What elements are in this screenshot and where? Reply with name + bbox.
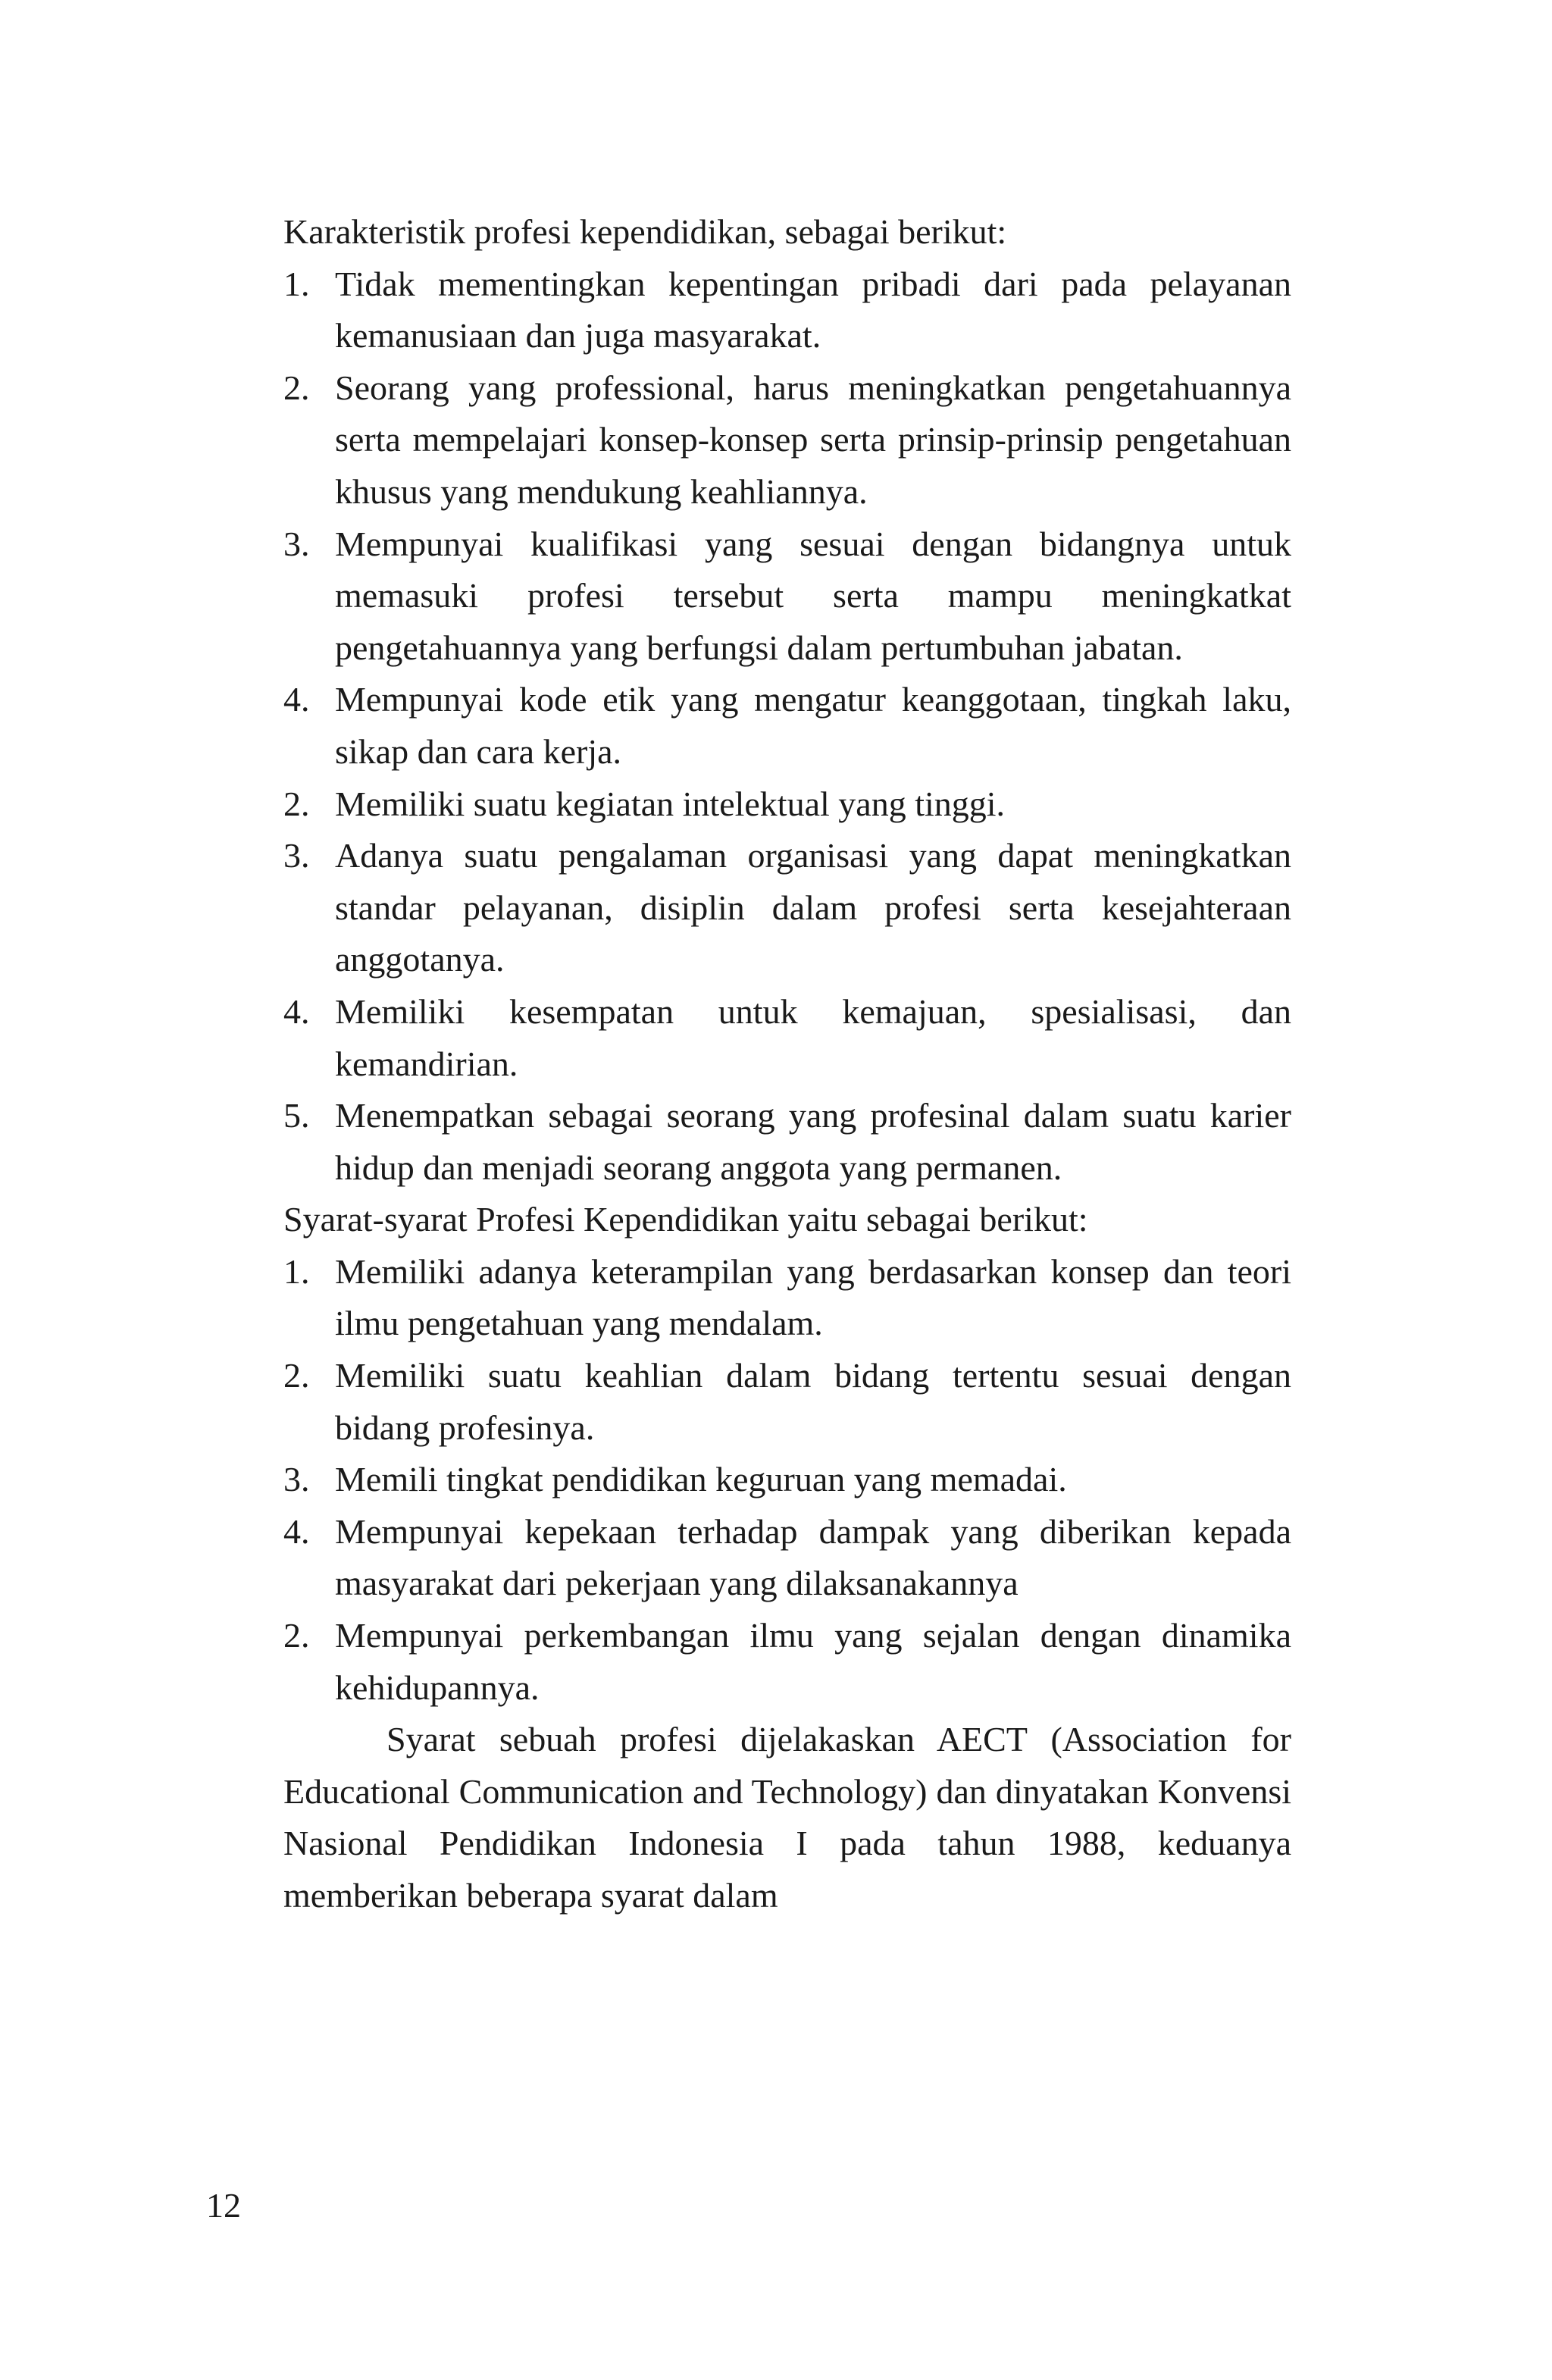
- list-item: [283, 674, 1291, 778]
- list-item: [283, 518, 1291, 675]
- page-body: [283, 206, 1291, 1922]
- list-item-number: 1.: [283, 1251, 310, 1291]
- section1-list: [283, 258, 1291, 1195]
- list-item: [283, 1506, 1291, 1610]
- list-item-text: Tidak mementingkan kepentingan pribadi dari pada pelayanan kemanusiaan dan juga masyarakat.: [335, 264, 1291, 355]
- list-item-text: Menempatkan sebagai seorang yang profesinal dalam suatu karier hidup dan menjadi seorang anggota yang permanen.: [335, 1096, 1291, 1187]
- list-item-number: 4.: [283, 991, 310, 1031]
- list-item: [283, 830, 1291, 986]
- list-item: [283, 1610, 1291, 1714]
- list-item-text: Memiliki adanya keterampilan yang berdasarkan konsep dan teori ilmu pengetahuan yang mendalam.: [335, 1251, 1291, 1343]
- list-item: [283, 1454, 1291, 1506]
- list-item: [283, 986, 1291, 1090]
- list-item-text: Memiliki suatu kegiatan intelektual yang tinggi.: [335, 784, 1006, 823]
- list-item-number: 4.: [283, 680, 310, 719]
- list-item-number: 3.: [283, 1460, 310, 1499]
- closing-paragraph: Syarat sebuah profesi dijelakaskan AECT (Association for Educational Communication and Technology) dan dinyatakan Konvensi Nasional Pendidikan Indonesia I pada tahun 1988, keduanya memberikan beberapa syarat dalam: [283, 1720, 1291, 1915]
- list-item-number: 2.: [283, 784, 310, 823]
- list-item-number: 3.: [283, 836, 310, 875]
- list-item: [283, 1090, 1291, 1194]
- list-item: [283, 1246, 1291, 1350]
- list-item-text: Memiliki suatu keahlian dalam bidang tertentu sesuai dengan bidang profesinya.: [335, 1356, 1291, 1447]
- list-item-number: 2.: [283, 368, 310, 407]
- list-item-number: 2.: [283, 1616, 310, 1655]
- list-item: [283, 1350, 1291, 1454]
- list-item-text: Adanya suatu pengalaman organisasi yang dapat meningkatkan standar pelayanan, disiplin dalam profesi serta kesejahteraan anggotanya.: [335, 836, 1291, 979]
- page-number: 12: [206, 2186, 241, 2225]
- list-item-number: 4.: [283, 1511, 310, 1551]
- list-item-text: Mempunyai perkembangan ilmu yang sejalan dengan dinamika kehidupannya.: [335, 1616, 1291, 1707]
- list-item-number: 1.: [283, 264, 310, 303]
- list-item-text: Seorang yang professional, harus meningkatkan pengetahuannya serta mempelajari konsep-konsep serta prinsip-prinsip pengetahuan khusus yang mendukung keahliannya.: [335, 368, 1291, 511]
- section1-intro: Karakteristik profesi kependidikan, sebagai berikut:: [283, 212, 1007, 251]
- section2-intro: Syarat-syarat Profesi Kependidikan yaitu sebagai berikut:: [283, 1200, 1088, 1239]
- list-item: [283, 778, 1291, 831]
- list-item: [283, 258, 1291, 362]
- list-item-text: Mempunyai kode etik yang mengatur keanggotaan, tingkah laku, sikap dan cara kerja.: [335, 680, 1291, 771]
- list-item-number: 2.: [283, 1356, 310, 1395]
- list-item-text: Mempunyai kualifikasi yang sesuai dengan bidangnya untuk memasuki profesi tersebut serta mampu meningkatkat pengetahuannya yang berfungsi dalam pertumbuhan jabatan.: [335, 524, 1291, 667]
- list-item-number: 3.: [283, 524, 310, 563]
- list-item-text: Mempunyai kepekaan terhadap dampak yang diberikan kepada masyarakat dari pekerjaan yang dilaksanakannya: [335, 1511, 1291, 1603]
- list-item-number: 5.: [283, 1096, 310, 1135]
- list-item: [283, 362, 1291, 518]
- list-item-text: Memili tingkat pendidikan keguruan yang memadai.: [335, 1460, 1067, 1499]
- list-item-text: Memiliki kesempatan untuk kemajuan, spesialisasi, dan kemandirian.: [335, 991, 1291, 1083]
- section2-list: [283, 1246, 1291, 1714]
